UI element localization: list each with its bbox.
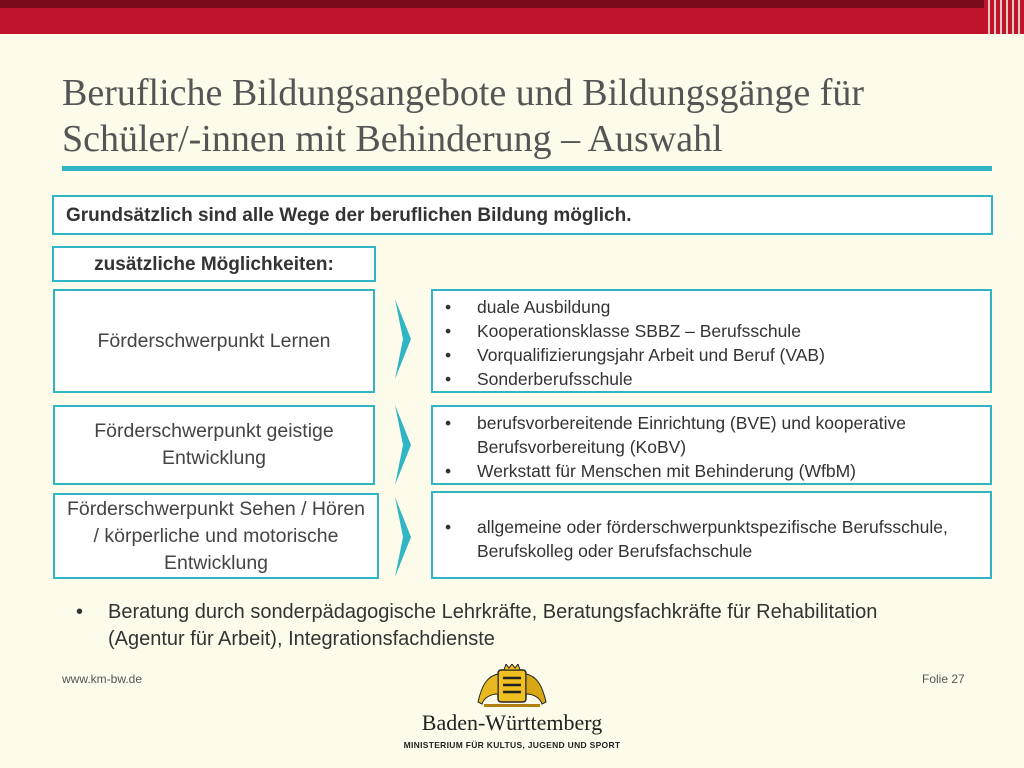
list-item: • Sonderberufsschule xyxy=(445,367,980,391)
row-label-lernen xyxy=(53,289,375,393)
list-item: • Vorqualifizierungsjahr Arbeit und Beruf (VAB) xyxy=(445,343,980,367)
footer-url: www.km-bw.de xyxy=(62,672,143,686)
row-label-text: Förderschwerpunkt Lernen xyxy=(97,329,331,352)
slide-number: Folie 27 xyxy=(922,672,965,686)
coat-of-arms-icon xyxy=(476,664,548,708)
list-item: • Werkstatt für Menschen mit Behinderung (WfbM) xyxy=(445,459,980,483)
bottom-bullet xyxy=(76,599,956,653)
chevron-right-icon xyxy=(395,405,411,485)
row-items-geistige-entwicklung xyxy=(431,405,992,485)
extra-label-box: zusätzliche Möglichkeiten: xyxy=(52,246,376,282)
top-bar xyxy=(0,0,1024,34)
top-bar-stripes xyxy=(984,0,1024,34)
row-label-text: Förderschwerpunkt Sehen / Hören / körperliche und motorische Entwicklung xyxy=(66,497,366,574)
bullet-text: Beratung durch sonderpädagogische Lehrkräfte, Beratungsfachkräfte für Rehabilitation (Agentur für Arbeit), Integrationsfachdienste xyxy=(108,601,878,650)
list-item: • duale Ausbildung xyxy=(445,295,980,319)
logo-subtitle: MINISTERIUM FÜR KULTUS, JUGEND UND SPORT xyxy=(403,740,621,750)
row-label-geistige-entwicklung xyxy=(53,405,375,485)
item-list xyxy=(445,515,980,563)
top-bar-dark-band xyxy=(0,0,1024,8)
title-rule xyxy=(62,166,992,171)
row-items-lernen xyxy=(431,289,992,393)
row-label-sehen-hoeren xyxy=(53,493,379,579)
slide-title: Berufliche Bildungsangebote und Bildungsgänge für Schüler/-innen mit Behinderung – Auswahl xyxy=(62,72,865,160)
row-items-sehen-hoeren xyxy=(431,491,992,579)
list-item: • berufsvorbereitende Einrichtung (BVE) und kooperative Berufsvorbereitung (KoBV) xyxy=(445,411,980,459)
logo-wordmark: Baden-Württemberg xyxy=(421,710,603,735)
row-label-text: Förderschwerpunkt geistige Entwicklung xyxy=(94,420,334,469)
list-item: • Kooperationsklasse SBBZ – Berufsschule xyxy=(445,319,980,343)
banner-box: Grundsätzlich sind alle Wege der beruflichen Bildung möglich. xyxy=(52,195,993,235)
item-list xyxy=(445,295,980,391)
chevron-right-icon xyxy=(395,299,411,379)
chevron-right-icon xyxy=(395,497,411,577)
item-list xyxy=(445,411,980,483)
list-item: • allgemeine oder förderschwerpunktspezifische Berufsschule, Berufskolleg oder Berufsfachschule xyxy=(445,515,980,563)
bullet-marker: • xyxy=(76,601,84,623)
